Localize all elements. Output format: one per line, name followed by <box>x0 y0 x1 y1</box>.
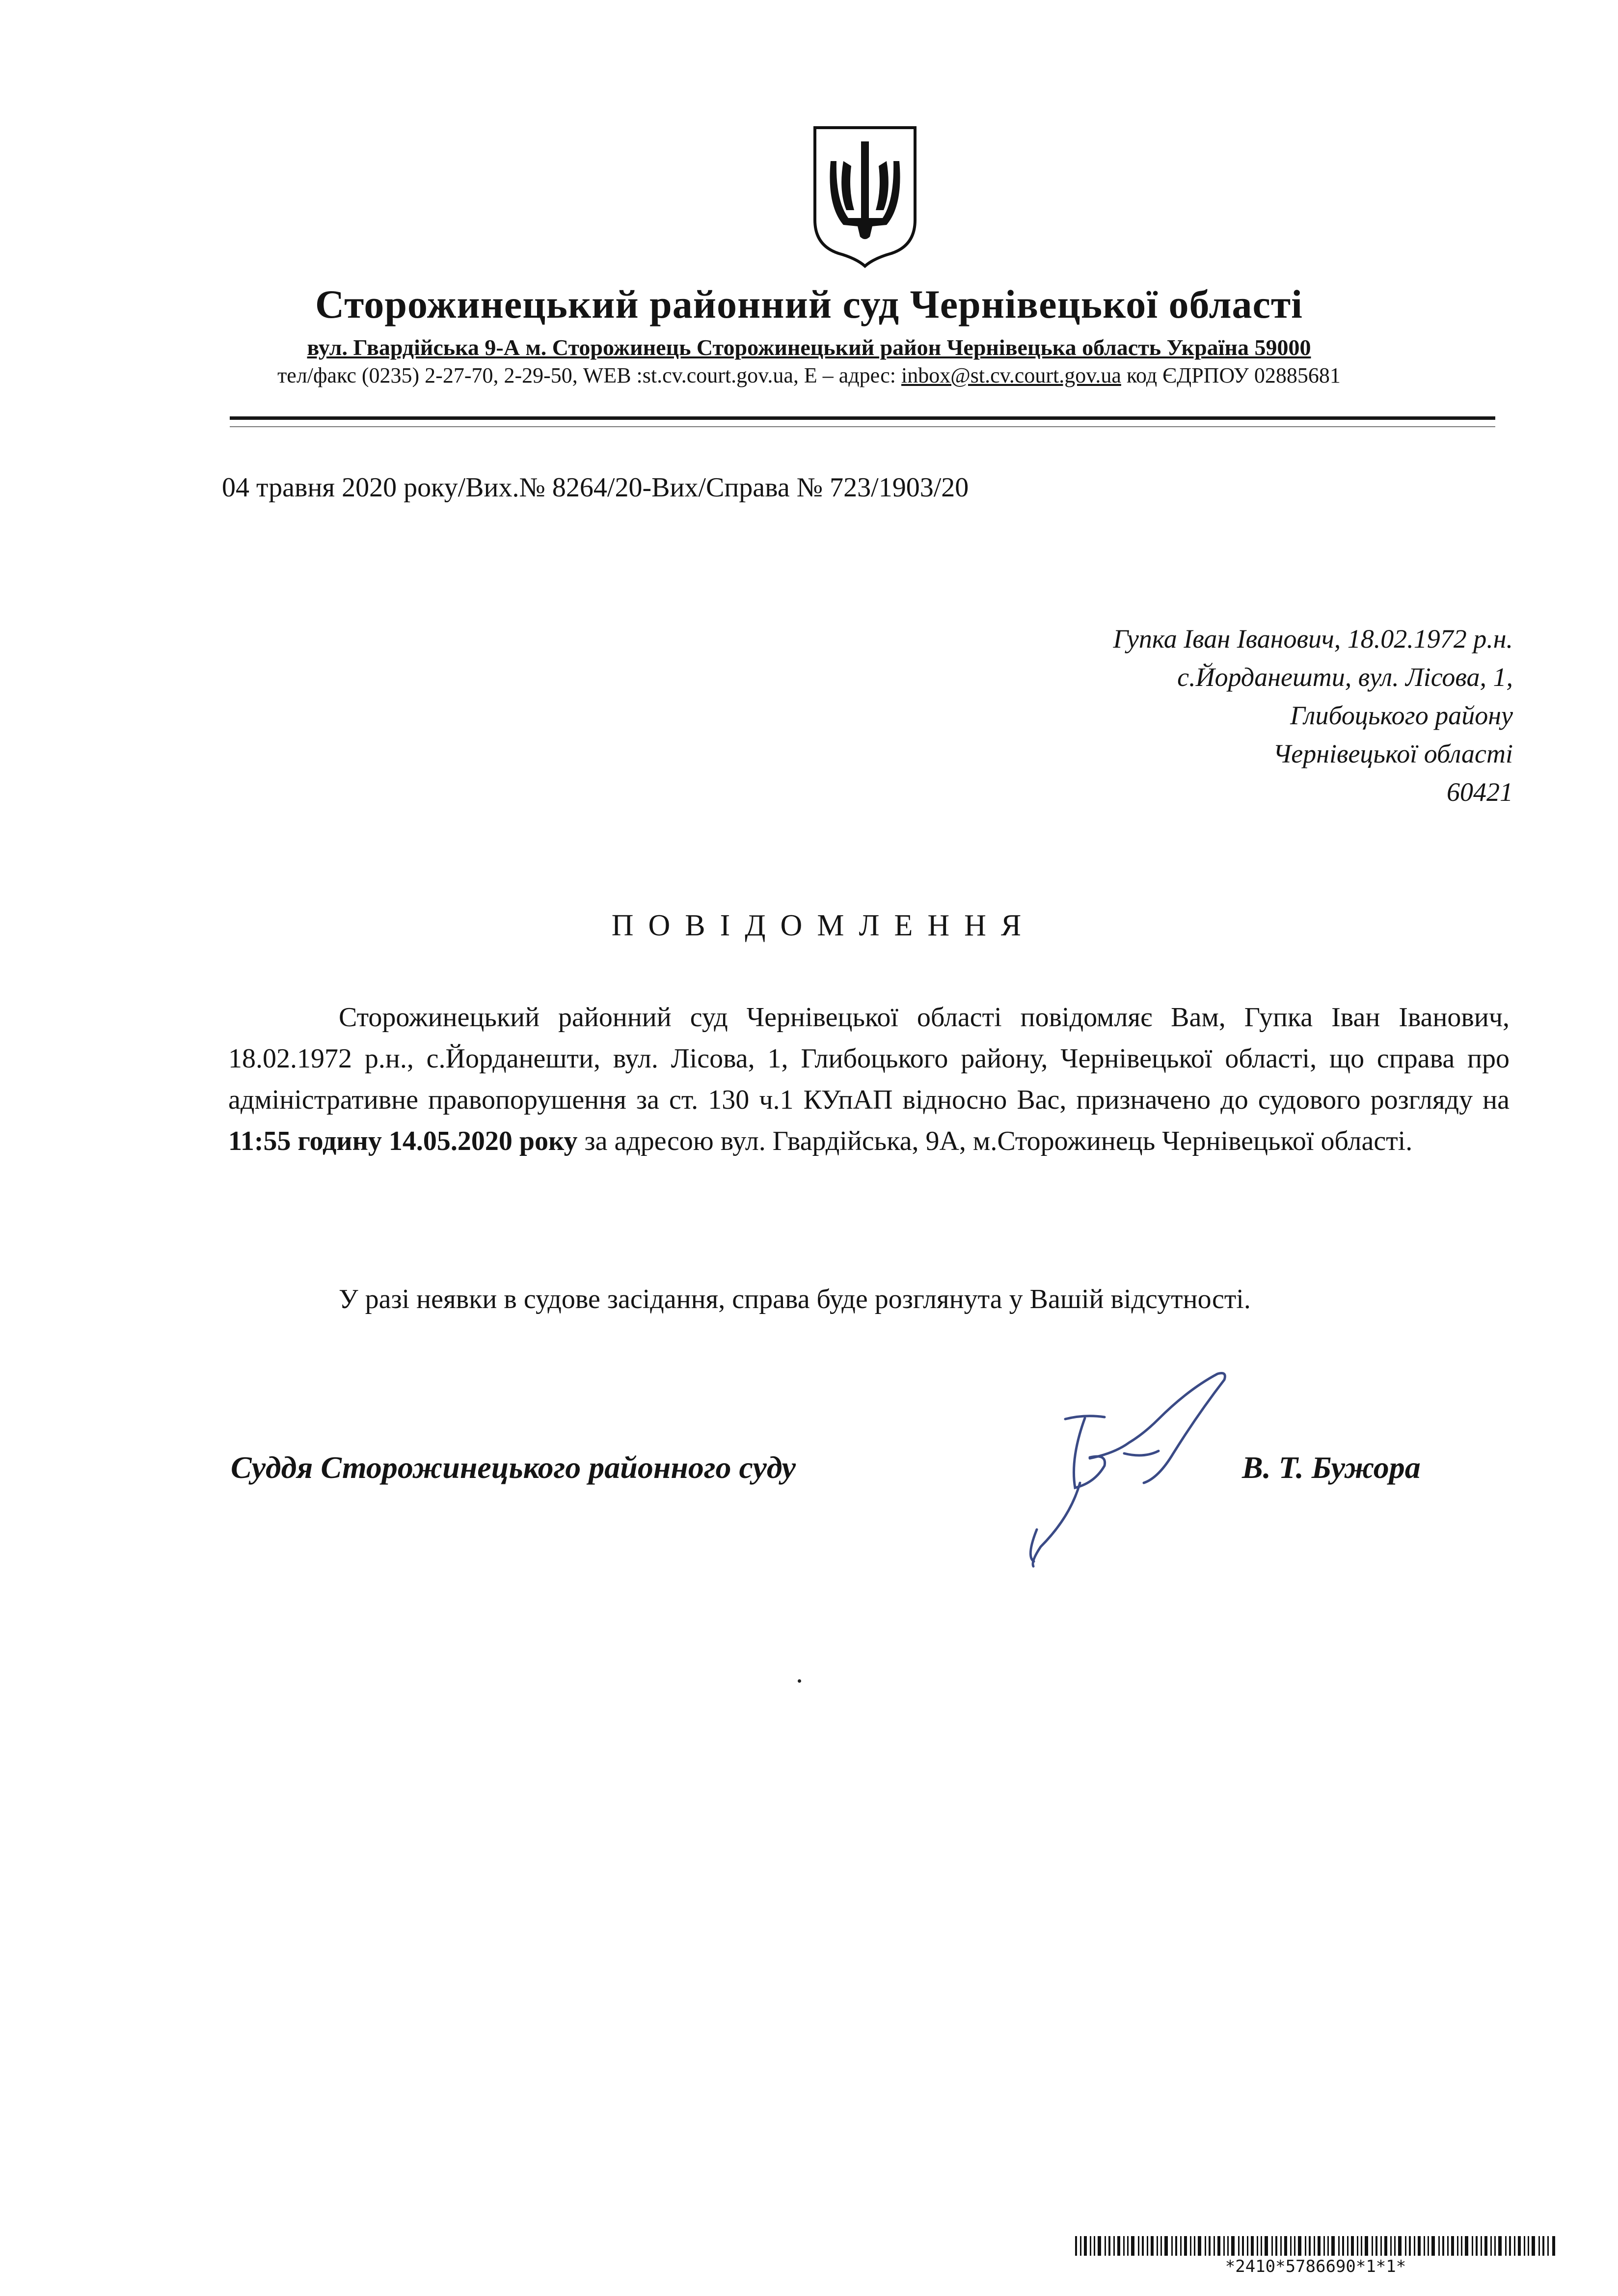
addressee-region: Чернівецької області <box>1273 739 1513 768</box>
hearing-datetime: 11:55 годину 14.05.2020 року <box>228 1126 578 1156</box>
signer-title: Суддя Сторожинецького районного суду <box>231 1450 796 1485</box>
email-link[interactable]: inbox@st.cv.court.gov.ua <box>901 363 1121 387</box>
addressee-block <box>1113 620 1513 811</box>
contact-suffix: код ЄДРПОУ 02885681 <box>1121 363 1341 387</box>
barcode-icon <box>1075 2236 1556 2256</box>
coat-of-arms-emblem <box>809 122 921 269</box>
header-divider <box>230 416 1495 420</box>
document-title: ПОВІДОМЛЕННЯ <box>611 909 1036 942</box>
court-address: вул. Гвардійська 9-А м. Сторожинець Сторожинецький район Чернівецька область Україна 59000 <box>307 335 1311 360</box>
reference-line: 04 травня 2020 року/Вих.№ 8264/20-Вих/Справа № 723/1903/20 <box>222 472 969 503</box>
court-contacts <box>0 361 1618 390</box>
addressee-street: с.Йорданешти, вул. Лісова, 1, <box>1177 662 1513 692</box>
body-paragraph-2: У разі неявки в судове засідання, справа буде розглянута у Вашій відсутності. <box>339 1284 1251 1314</box>
contact-prefix: тел/факс (0235) 2-27-70, 2-29-50, WEB :st.cv.court.gov.ua, E – адрес: <box>277 363 902 387</box>
paragraph-1-text-b: за адресою вул. Гвардійська, 9А, м.Сторожинець Чернівецької області. <box>577 1126 1413 1156</box>
signer-name: В. Т. Бужора <box>1242 1450 1421 1485</box>
court-name: Сторожинецький районний суд Чернівецької області <box>315 282 1303 327</box>
addressee-district: Глибоцького району <box>1290 701 1513 730</box>
stray-dot <box>798 1679 801 1683</box>
addressee-name: Гупка Іван Іванович, 18.02.1972 р.н. <box>1113 624 1513 654</box>
body-paragraph-1 <box>228 997 1510 1162</box>
paragraph-1-text-a: Сторожинецький районний суд Чернівецької області повідомляє Вам, Гупка Іван Іванович, 18.02.1972 р.н., с.Йорданешти, вул. Лісова, 1, Глибоцького району, Чернівецької області, що справа про адміністративне правопорушення за ст. 130 ч.1 КУпАП відносно Вас, призначено до судового розгляду на <box>228 1002 1510 1115</box>
addressee-postcode: 60421 <box>1447 777 1513 807</box>
header-divider-thin <box>230 426 1495 427</box>
barcode-number: *2410*5786690*1*1* <box>1225 2257 1406 2276</box>
